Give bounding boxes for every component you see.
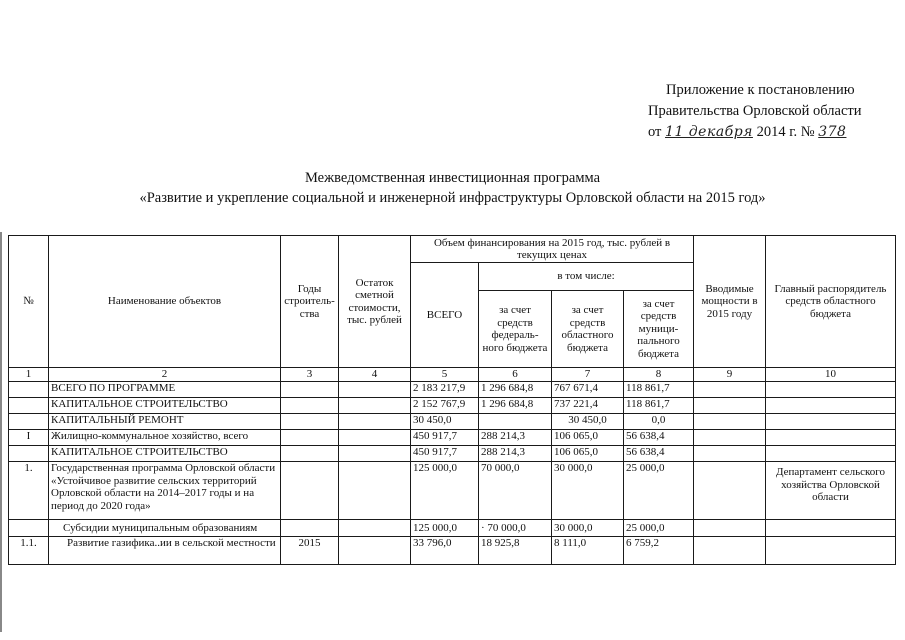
colnum: 4 — [339, 368, 411, 382]
cell-federal: 70 000,0 — [479, 462, 552, 520]
cell-capacity — [694, 414, 766, 430]
scan-edge-line — [0, 232, 2, 632]
cell-num — [9, 398, 49, 414]
table-row — [9, 414, 896, 430]
cell-name: КАПИТАЛЬНОЕ СТРОИТЕЛЬСТВО — [49, 446, 281, 462]
cell-municipal: 56 638,4 — [624, 446, 694, 462]
header-including: в том числе: — [479, 263, 694, 291]
cell-municipal: 56 638,4 — [624, 430, 694, 446]
handwritten-date: 11 декабря — [665, 124, 753, 140]
table-row — [9, 430, 896, 446]
table-row — [9, 537, 896, 565]
cell-total: 450 917,7 — [411, 430, 479, 446]
cell-years — [281, 398, 339, 414]
cell-regional: 30 000,0 — [552, 520, 624, 537]
cell-capacity — [694, 430, 766, 446]
header-federal: за счет средств федераль-ного бюджета — [479, 291, 552, 368]
title-line-2: «Развитие и укрепление социальной и инженерной инфраструктуры Орловской области на 2015 год» — [139, 190, 766, 206]
title-line-1: Межведомственная инвестиционная программа — [304, 170, 601, 186]
cell-name: КАПИТАЛЬНОЕ СТРОИТЕЛЬСТВО — [49, 398, 281, 414]
cell-name: Субсидии муниципальным образованиям — [49, 520, 281, 537]
colnum: 2 — [49, 368, 281, 382]
cell-num — [9, 520, 49, 537]
appendix-line-1: Приложение к постановлению — [666, 82, 855, 98]
table-row — [9, 398, 896, 414]
cell-municipal: 118 861,7 — [624, 382, 694, 398]
header-capacity: Вводимые мощности в 2015 году — [694, 236, 766, 368]
cell-name: Государственная программа Орловской области «Устойчивое развитие сельских территорий Орловской области на 2014–2017 годы и на период до 2020 года» — [49, 462, 281, 520]
cell-total: 2 152 767,9 — [411, 398, 479, 414]
table-row — [9, 462, 896, 520]
colnum: 9 — [694, 368, 766, 382]
cell-years: 2015 — [281, 537, 339, 565]
cell-capacity — [694, 462, 766, 520]
colnum: 1 — [9, 368, 49, 382]
program-table — [8, 235, 896, 565]
cell-remainder — [339, 398, 411, 414]
cell-capacity — [694, 446, 766, 462]
cell-name: КАПИТАЛЬНЫЙ РЕМОНТ — [49, 414, 281, 430]
cell-municipal: 25 000,0 — [624, 462, 694, 520]
table-row — [9, 520, 896, 537]
cell-manager — [766, 398, 896, 414]
cell-remainder — [339, 520, 411, 537]
cell-regional: 737 221,4 — [552, 398, 624, 414]
cell-municipal: 118 861,7 — [624, 398, 694, 414]
cell-manager — [766, 382, 896, 398]
cell-name: Развитие газифика..ии в сельской местности — [49, 537, 281, 565]
cell-total: 33 796,0 — [411, 537, 479, 565]
appendix-block — [648, 80, 898, 143]
cell-capacity — [694, 398, 766, 414]
cell-federal: 288 214,3 — [479, 446, 552, 462]
cell-regional: 106 065,0 — [552, 430, 624, 446]
colnum: 3 — [281, 368, 339, 382]
handwritten-number: 378 — [818, 124, 847, 140]
table-row — [9, 382, 896, 398]
document-title — [0, 168, 905, 208]
cell-federal: 288 214,3 — [479, 430, 552, 446]
appendix-year: 2014 г. № — [756, 124, 815, 140]
cell-manager — [766, 537, 896, 565]
cell-num: 1. — [9, 462, 49, 520]
cell-years — [281, 462, 339, 520]
cell-remainder — [339, 446, 411, 462]
cell-years — [281, 520, 339, 537]
colnum: 5 — [411, 368, 479, 382]
table-row — [9, 446, 896, 462]
cell-years — [281, 430, 339, 446]
header-funding: Объем финансирования на 2015 год, тыс. рублей в текущих ценах — [411, 236, 694, 263]
cell-remainder — [339, 537, 411, 565]
header-years: Годы строитель-ства — [281, 236, 339, 368]
cell-years — [281, 446, 339, 462]
cell-name: Жилищно-коммунальное хозяйство, всего — [49, 430, 281, 446]
cell-municipal: 25 000,0 — [624, 520, 694, 537]
cell-federal: 1 296 684,8 — [479, 398, 552, 414]
cell-municipal: 0,0 — [624, 414, 694, 430]
header-municipal: за счет средств муници-пального бюджета — [624, 291, 694, 368]
cell-municipal: 6 759,2 — [624, 537, 694, 565]
cell-total: 125 000,0 — [411, 520, 479, 537]
cell-total: 30 450,0 — [411, 414, 479, 430]
cell-federal: 1 296 684,8 — [479, 382, 552, 398]
cell-capacity — [694, 520, 766, 537]
appendix-prefix: от — [648, 124, 662, 140]
cell-total: 2 183 217,9 — [411, 382, 479, 398]
cell-federal — [479, 414, 552, 430]
colnum: 10 — [766, 368, 896, 382]
appendix-date-line — [648, 122, 898, 143]
cell-remainder — [339, 414, 411, 430]
cell-regional: 767 671,4 — [552, 382, 624, 398]
cell-regional: 8 111,0 — [552, 537, 624, 565]
cell-federal: · 70 000,0 — [479, 520, 552, 537]
colnum: 8 — [624, 368, 694, 382]
cell-num — [9, 382, 49, 398]
header-total: ВСЕГО — [411, 263, 479, 368]
colnum: 6 — [479, 368, 552, 382]
colnum: 7 — [552, 368, 624, 382]
cell-num: 1.1. — [9, 537, 49, 565]
cell-regional: 30 000,0 — [552, 462, 624, 520]
header-regional: за счет средств областного бюджета — [552, 291, 624, 368]
appendix-line-2: Правительства Орловской области — [648, 103, 862, 119]
cell-capacity — [694, 537, 766, 565]
cell-years — [281, 382, 339, 398]
cell-regional: 106 065,0 — [552, 446, 624, 462]
header-manager: Главный распорядитель средств областного бюджета — [766, 236, 896, 368]
cell-name: ВСЕГО ПО ПРОГРАММЕ — [49, 382, 281, 398]
cell-manager — [766, 430, 896, 446]
header-name: Наименование объектов — [49, 236, 281, 368]
cell-years — [281, 414, 339, 430]
cell-manager — [766, 446, 896, 462]
header-remainder: Остаток сметной стоимости, тыс. рублей — [339, 236, 411, 368]
column-number-row — [9, 368, 896, 382]
cell-federal: 18 925,8 — [479, 537, 552, 565]
cell-total: 450 917,7 — [411, 446, 479, 462]
cell-remainder — [339, 430, 411, 446]
cell-num — [9, 446, 49, 462]
cell-remainder — [339, 382, 411, 398]
cell-num: I — [9, 430, 49, 446]
cell-num — [9, 414, 49, 430]
cell-capacity — [694, 382, 766, 398]
cell-total: 125 000,0 — [411, 462, 479, 520]
cell-manager: Департамент сельского хозяйства Орловской области — [766, 462, 896, 520]
cell-manager — [766, 520, 896, 537]
header-num: № — [9, 236, 49, 368]
cell-remainder — [339, 462, 411, 520]
cell-manager — [766, 414, 896, 430]
cell-regional: 30 450,0 — [552, 414, 624, 430]
